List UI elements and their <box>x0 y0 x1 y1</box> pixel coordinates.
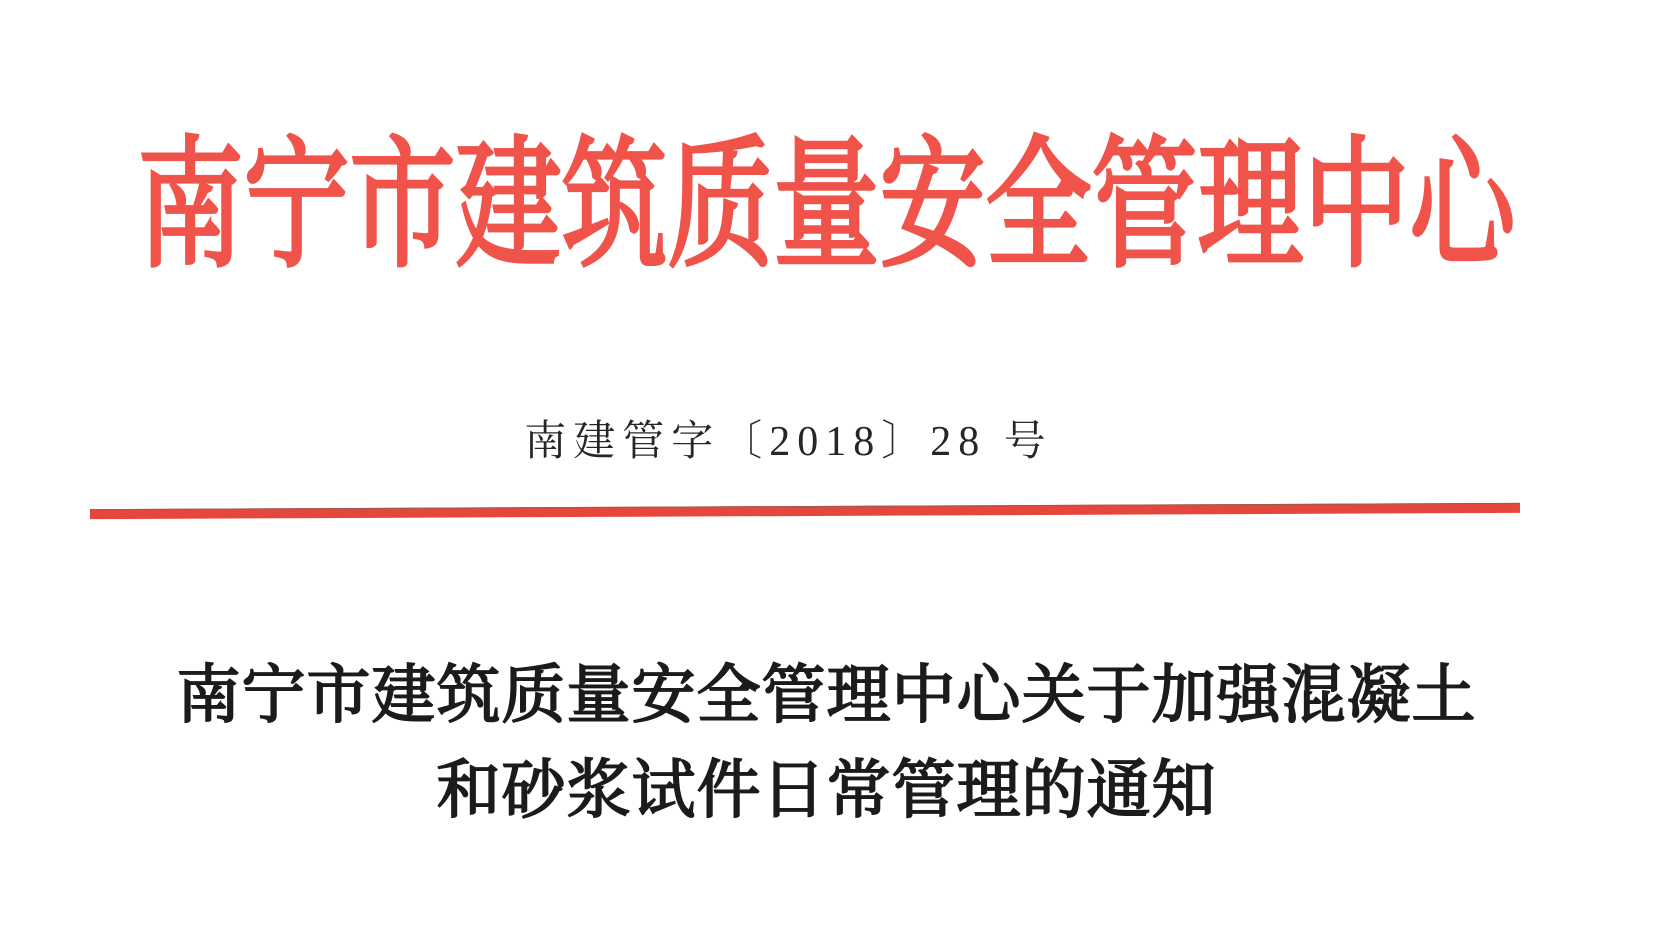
document-number: 南建管字〔2018〕28 号 <box>524 419 1053 465</box>
letterhead-org-name: 南宁市建筑质量安全管理中心 <box>137 128 1516 285</box>
document-title-line1: 南宁市建筑质量安全管理中心关于加强混凝土 <box>176 660 1477 731</box>
red-divider-line <box>90 503 1520 519</box>
document-title <box>0 648 1653 838</box>
document-title-line2: 和砂浆试件日常管理的通知 <box>436 755 1217 826</box>
